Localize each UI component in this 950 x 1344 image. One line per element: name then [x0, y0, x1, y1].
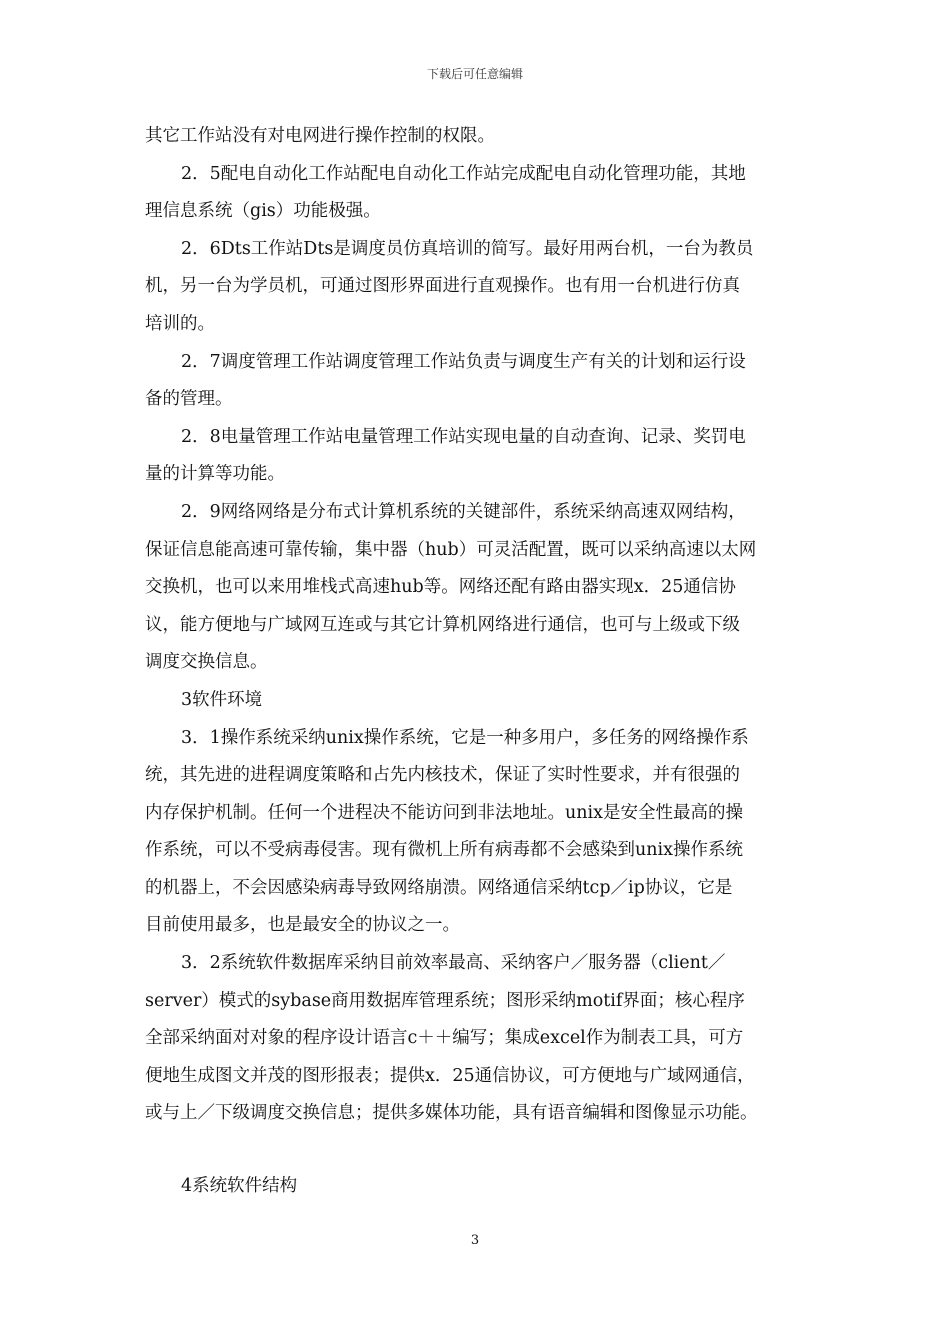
section-heading: 4系统软件结构 [181, 1176, 298, 1197]
section-heading: 3软件环境 [181, 689, 263, 710]
text-line: 全部采纳面对对象的程序设计语言c＋＋编写；集成excel作为制表工具，可方 [145, 1028, 744, 1049]
text-line: 2．5配电自动化工作站配电自动化工作站完成配电自动化管理功能，其地 [181, 163, 746, 184]
page-number: 3 [470, 1233, 480, 1248]
text-line: 保证信息能高速可靠传输，集中器（hub）可灵活配置，既可以采纳高速以太网 [145, 539, 757, 560]
text-line: 2．8电量管理工作站电量管理工作站实现电量的自动查询、记录、奖罚电 [181, 426, 746, 447]
text-line: 的机器上，不会因感染病毒导致网络崩溃。网络通信采纳tcp／ip协议，它是 [145, 877, 733, 898]
text-line: 调度交换信息。 [145, 652, 268, 673]
text-line: 量的计算等功能。 [145, 464, 285, 485]
text-line: 交换机，也可以来用堆栈式高速hub等。网络还配有路由器实现x．25通信协 [145, 577, 736, 598]
text-line: 2．6Dts工作站Dts是调度员仿真培训的简写。最好用两台机，一台为教员 [181, 238, 754, 259]
text-line: 3．1操作系统采纳unix操作系统，它是一种多用户，多任务的网络操作系 [181, 727, 749, 748]
text-line: 其它工作站没有对电网进行操作控制的权限。 [145, 126, 495, 146]
text-line: server）模式的sybase商用数据库管理系统；图形采纳motif界面；核心程序 [145, 990, 745, 1011]
text-line: 目前使用最多，也是最安全的协议之一。 [145, 915, 460, 936]
text-line: 统，其先进的进程调度策略和占先内核技术，保证了实时性要求，并有很强的 [145, 765, 740, 786]
text-line: 理信息系统（gis）功能极强。 [145, 201, 381, 222]
text-line: 2．7调度管理工作站调度管理工作站负责与调度生产有关的计划和运行设 [181, 351, 746, 372]
text-line: 议，能方便地与广域网互连或与其它计算机网络进行通信，也可与上级或下级 [145, 614, 740, 635]
document-body [145, 118, 813, 1206]
text-line: 机，另一台为学员机，可通过图形界面进行直观操作。也有用一台机进行仿真 [145, 276, 740, 297]
text-line: 便地生成图文并茂的图形报表；提供x．25通信协议，可方便地与广域网通信， [145, 1065, 755, 1086]
page-header: 下载后可任意编辑 [426, 67, 523, 81]
text-line: 作系统，可以不受病毒侵害。现有微机上所有病毒都不会感染到unix操作系统 [145, 840, 744, 861]
text-line: 或与上／下级调度交换信息；提供多媒体功能，具有语音编辑和图像显示功能。 [145, 1103, 758, 1124]
text-line: 3．2系统软件数据库采纳目前效率最高、采纳客户／服务器（client／ [181, 953, 726, 974]
text-line: 内存保护机制。任何一个进程决不能访问到非法地址。unix是安全性最高的操 [145, 802, 744, 823]
paragraph-spacer [145, 1133, 813, 1168]
text-line: 2．9网络网络是分布式计算机系统的关键部件，系统采纳高速双网结构， [181, 501, 746, 522]
text-line: 备的管理。 [145, 389, 233, 410]
text-line: 培训的。 [145, 313, 215, 334]
